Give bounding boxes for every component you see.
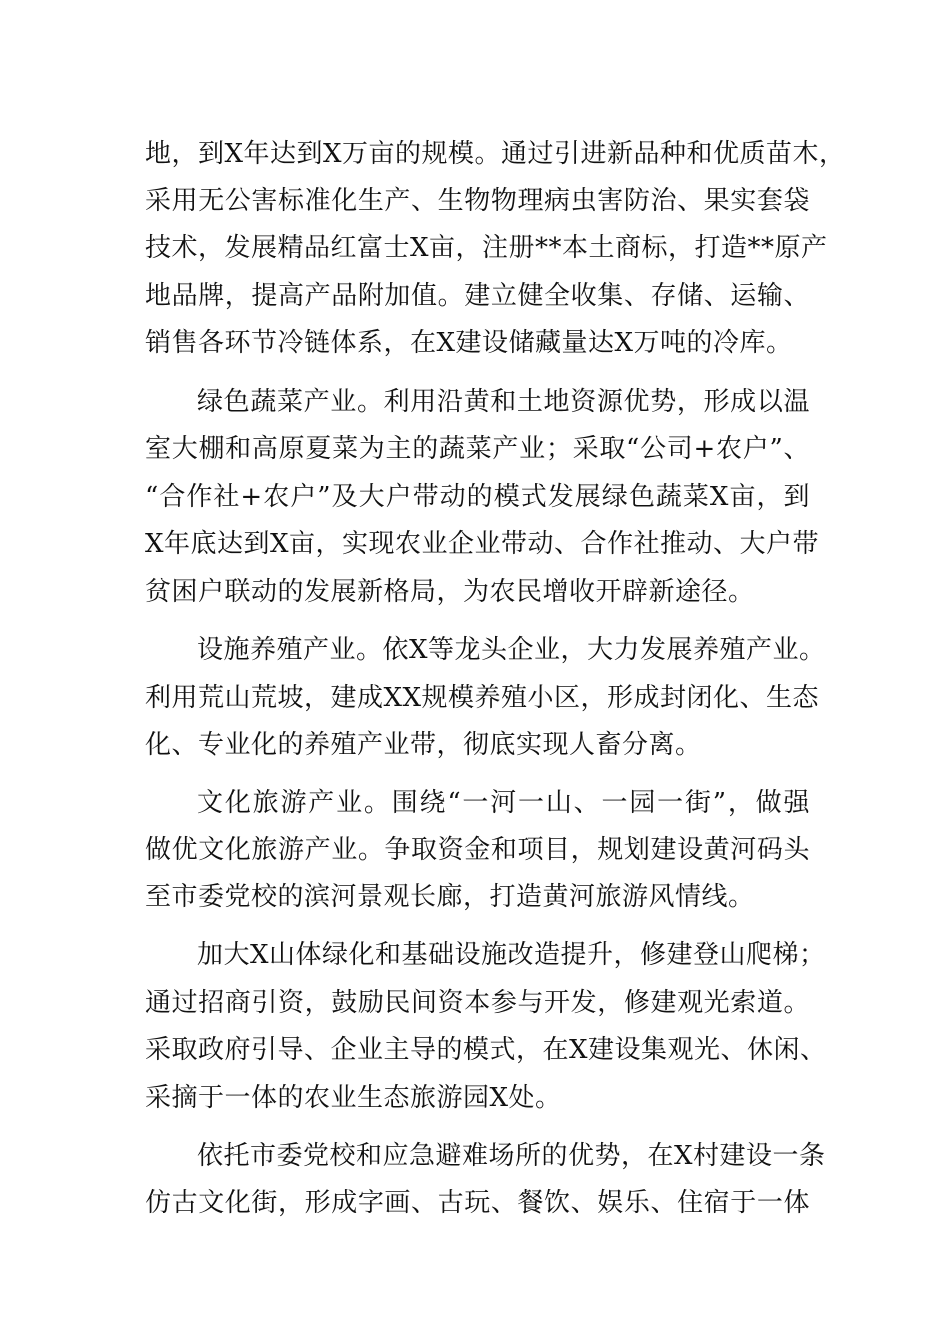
text-line: 采摘于一体的农业生态旅游园X处。 [145, 1083, 562, 1113]
text-line: 地品牌，提高产品附加值。建立健全收集、存储、运输、 [145, 281, 810, 311]
text-line: 加大X山体绿化和基础设施改造提升，修建登山爬梯； [197, 940, 826, 970]
text-line: 设施养殖产业。依X等龙头企业，大力发展养殖产业。 [197, 635, 826, 665]
text-line: 通过招商引资，鼓励民间资本参与开发，修建观光索道。 [145, 988, 810, 1018]
text-line: 销售各环节冷链体系，在X建设储藏量达X万吨的冷库。 [145, 328, 793, 358]
text-line: 绿色蔬菜产业。利用沿黄和土地资源优势，形成以温 [197, 387, 810, 417]
text-line: 做优文化旅游产业。争取资金和项目，规划建设黄河码头 [145, 835, 810, 865]
text-line: 采取政府引导、企业主导的模式，在X建设集观光、休闲、 [145, 1035, 827, 1065]
text-line: 文化旅游产业。围绕“一河一山、一园一街”，做强 [197, 788, 810, 818]
text-line: 贫困户联动的发展新格局，为农民增收开辟新途径。 [145, 577, 755, 607]
text-line: 地，到X年达到X万亩的规模。通过引进新品种和优质苗木， [145, 139, 846, 169]
text-line: 采用无公害标准化生产、生物物理病虫害防治、果实套袋 [145, 186, 810, 216]
text-line: “合作社+农户”及大户带动的模式发展绿色蔬菜X亩，到 [145, 482, 810, 512]
text-line: 至市委党校的滨河景观长廊，打造黄河旅游风情线。 [145, 882, 755, 912]
text-line: 依托市委党校和应急避难场所的优势，在X村建设一条 [197, 1141, 826, 1171]
text-line: 利用荒山荒坡，建成XX规模养殖小区，形成封闭化、生态 [145, 683, 820, 713]
text-line: 技术，发展精品红富士X亩，注册**本土商标，打造**原产 [145, 233, 828, 263]
text-line: 化、专业化的养殖产业带，彻底实现人畜分离。 [145, 730, 702, 760]
text-line: 仿古文化街，形成字画、古玩、餐饮、娱乐、住宿于一体 [145, 1188, 810, 1218]
text-line: X年底达到X亩，实现农业企业带动、合作社推动、大户带 [145, 529, 820, 559]
text-line: 室大棚和高原夏菜为主的蔬菜产业；采取“公司+农户”、 [145, 434, 810, 464]
